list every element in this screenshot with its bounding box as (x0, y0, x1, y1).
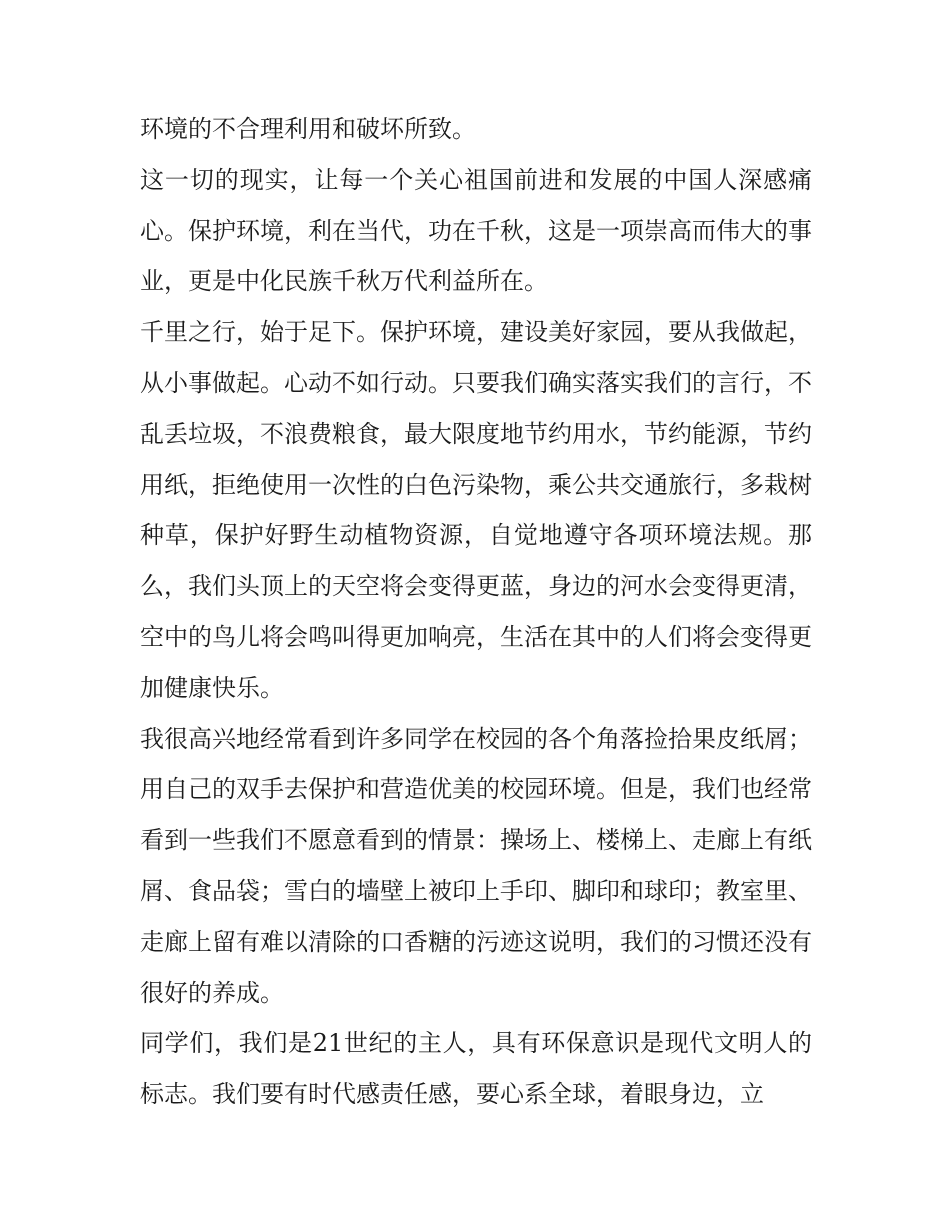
paragraph-2: 这一切的现实，让每一个关心祖国前进和发展的中国人深感痛心。保护环境，利在当代，功在千秋，这是一项崇高而伟大的事业，更是中化民族千秋万代利益所在。 (140, 165, 812, 296)
paragraph-4: 我很高兴地经常看到许多同学在校园的各个角落捡拾果皮纸屑；用自己的双手去保护和营造优美的校园环境。但是，我们也经常看到一些我们不愿意看到的情景：操场上、楼梯上、走廊上有纸屑、食品袋；雪白的墙壁上被印上手印、脚印和球印；教室里、走廊上留有难以清除的口香糖的污迹这说明，我们的习惯还没有很好的养成。 (140, 724, 812, 1007)
document-body (140, 104, 812, 1120)
paragraph-1: 环境的不合理利用和破坏所致。 (140, 115, 476, 143)
paragraph-3: 千里之行，始于足下。保护环境，建设美好家园，要从我做起，从小事做起。心动不如行动。只要我们确实落实我们的言行，不乱丢垃圾，不浪费粮食，最大限度地节约用水，节约能源，节约用纸，拒绝使用一次性的白色污染物，乘公共交通旅行，多栽树种草，保护好野生动植物资源，自觉地遵守各项环境法规。那么，我们头顶上的天空将会变得更蓝，身边的河水会变得更清，空中的鸟儿将会鸣叫得更加响亮，生活在其中的人们将会变得更加健康快乐。 (140, 318, 812, 702)
paragraph-5: 同学们，我们是21世纪的主人，具有环保意识是现代文明人的标志。我们要有时代感责任感，要心系全球，着眼身边，立 (140, 1029, 812, 1109)
